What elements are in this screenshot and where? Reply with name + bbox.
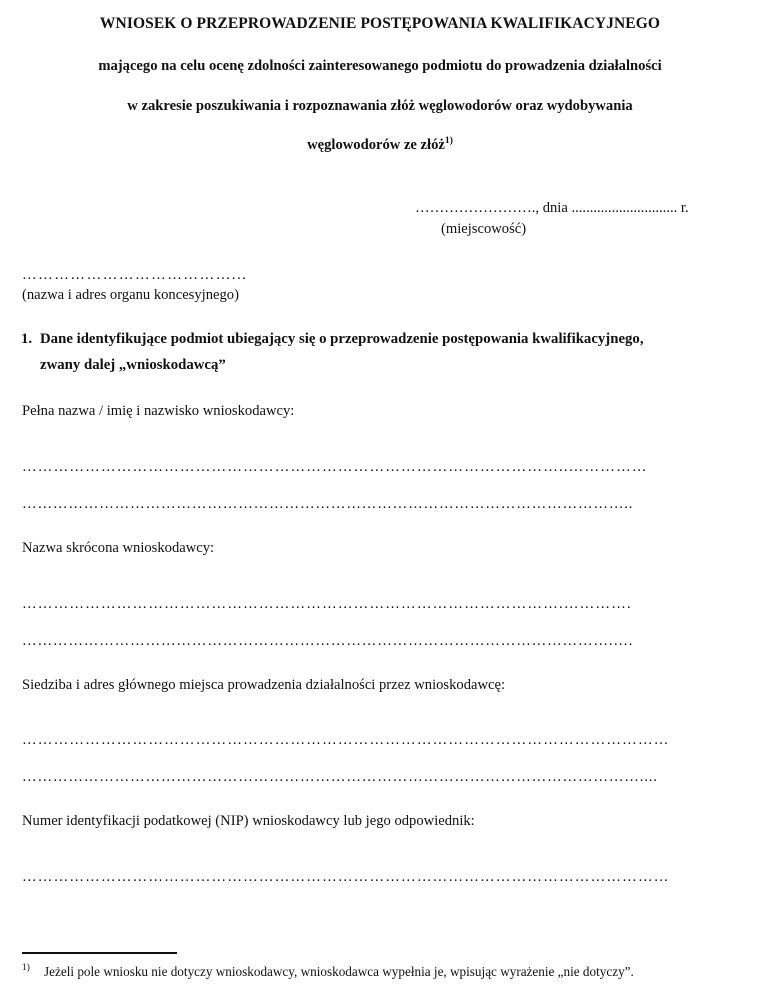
- section-1-heading: [0, 326, 760, 379]
- place-caption: (miejscowość): [441, 220, 527, 237]
- field-short-name-label: Nazwa skrócona wnioskodawcy:: [22, 539, 215, 556]
- footnote-1: [22, 963, 738, 982]
- field-registered-address: [22, 678, 738, 787]
- footnote-separator-rule: [22, 952, 177, 954]
- title-block: [0, 14, 760, 153]
- form-fields: [0, 404, 760, 885]
- field-registered-address-input-line-1[interactable]: ……………………………………………………………………………………………………………: [22, 732, 670, 749]
- authority-caption: (nazwa i adres organu koncesyjnego): [22, 286, 239, 303]
- document-subtitle: [22, 59, 738, 153]
- page-title: WNIOSEK O PRZEPROWADZENIE POSTĘPOWANIA KWALIFIKACYJNEGO: [99, 15, 661, 32]
- field-short-name: [22, 541, 738, 650]
- field-short-name-input-line-2[interactable]: …………………………………………………………………………………………………….….: [22, 632, 634, 649]
- concession-authority-block: [0, 267, 760, 304]
- field-full-name: [22, 404, 738, 513]
- field-short-name-input-line-1[interactable]: ………………………………………………………………………………………….………….: [22, 595, 632, 612]
- field-full-name-input-line-1[interactable]: …………………………………………………………………………………………..……………: [22, 458, 648, 475]
- footnote-reference-marker: 1): [444, 135, 453, 147]
- field-full-name-input-line-2[interactable]: ………………………………………………………………………………………………………..: [22, 495, 634, 512]
- section-1-line-2: zwany dalej „wnioskodawcą”: [40, 357, 226, 373]
- place-date-line[interactable]: ……………………., dnia ............................. r.: [415, 199, 689, 216]
- field-full-name-label: Pełna nazwa / imię i nazwisko wnioskodawcy:: [22, 403, 295, 420]
- field-nip-input-line-1[interactable]: ……………………………………………………………………………………………………………: [22, 868, 670, 885]
- field-nip: [22, 814, 738, 886]
- footnote-text: Jeżeli pole wniosku nie dotyczy wnioskodawcy, wnioskodawca wypełnia je, wpisując wyrażenie „nie dotyczy”.: [44, 964, 634, 980]
- place-and-date-block: [0, 201, 760, 236]
- authority-input-line[interactable]: …………………………………...: [22, 267, 248, 284]
- footnote-block: [0, 952, 760, 982]
- subtitle-line-2: w zakresie poszukiwania i rozpoznawania złóż węglowodorów oraz wydobywania: [127, 97, 633, 114]
- subtitle-line-1: mającego na celu ocenę zdolności zainteresowanego podmiotu do prowadzenia działalności: [98, 58, 662, 75]
- field-registered-address-label: Siedziba i adres głównego miejsca prowadzenia działalności przez wnioskodawcę:: [22, 676, 506, 693]
- section-1-line-1: Dane identyfikujące podmiot ubiegający się o przeprowadzenie postępowania kwalifikacyjnego,: [40, 330, 644, 347]
- footnote-marker: 1): [22, 963, 30, 974]
- field-nip-label: Numer identyfikacji podatkowej (NIP) wnioskodawcy lub jego odpowiednik:: [22, 813, 475, 830]
- field-registered-address-input-line-2[interactable]: …………………………………………………………………………………………………………....: [22, 769, 658, 786]
- section-1-number: 1.: [21, 330, 33, 347]
- subtitle-line-3-text: węglowodorów ze złóż: [307, 137, 445, 154]
- subtitle-line-3: [40, 135, 720, 154]
